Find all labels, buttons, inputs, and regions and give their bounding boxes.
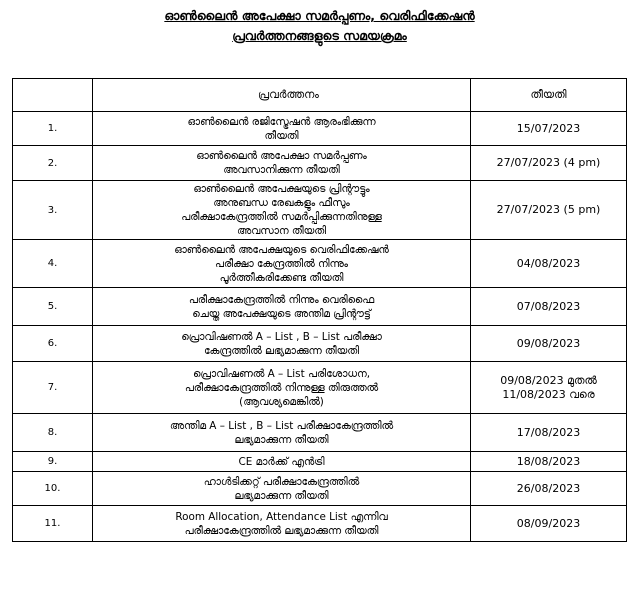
table-header-row — [13, 79, 627, 112]
row-date: 27/07/2023 (4 pm) — [471, 146, 627, 181]
row-number: 3. — [13, 181, 93, 240]
title-line-2: പ്രവർത്തനങ്ങളുടെ സമയക്രമം — [232, 28, 407, 43]
table-row — [13, 414, 627, 452]
row-number: 11. — [13, 506, 93, 542]
schedule-table — [12, 78, 627, 542]
row-item: പരീക്ഷാകേന്ദ്രത്തിൽ നിന്നും വെരിഫൈ ചെയ്ത അപേക്ഷയുടെ അന്തിമ പ്രിന്റൗട്ട് — [93, 288, 471, 326]
header-item: പ്രവർത്തനം — [93, 79, 471, 112]
row-number: 6. — [13, 326, 93, 362]
row-number: 9. — [13, 452, 93, 472]
table-row — [13, 362, 627, 414]
row-date: 18/08/2023 — [471, 452, 627, 472]
row-item: ഓൺലൈൻ രജിസ്ട്രേഷൻ ആരംഭിക്കുന്ന തീയതി — [93, 112, 471, 146]
row-date: 26/08/2023 — [471, 472, 627, 506]
row-item: അന്തിമ A – List , B – List പരീക്ഷാകേന്ദ്രത്തിൽ ലഭ്യമാക്കുന്ന തീയതി — [93, 414, 471, 452]
row-item: Room Allocation, Attendance List എന്നിവ പരീക്ഷാകേന്ദ്രത്തിൽ ലഭ്യമാക്കുന്ന തീയതി — [93, 506, 471, 542]
row-number: 8. — [13, 414, 93, 452]
row-item: ഹാൾടിക്കറ്റ് പരീക്ഷാകേന്ദ്രത്തിൽ ലഭ്യമാക്കുന്ന തീയതി — [93, 472, 471, 506]
row-item: ഓൺലൈൻ അപേക്ഷയുടെ പ്രിന്റൗട്ടും അനുബന്ധ രേഖകളും ഫീസും പരീക്ഷാകേന്ദ്രത്തിൽ സമർപ്പിക്കുന്നതിനുള്ള അവസാന തീയതി — [93, 181, 471, 240]
row-date: 07/08/2023 — [471, 288, 627, 326]
row-item: ഓൺലൈൻ അപേക്ഷയുടെ വെരിഫിക്കേഷൻ പരീക്ഷാ കേന്ദ്രത്തിൽ നിന്നും പൂർത്തീകരിക്കേണ്ട തീയതി — [93, 240, 471, 288]
row-item: പ്രൊവിഷണൽ A – List പരിശോധന, പരീക്ഷാകേന്ദ്രത്തിൽ നിന്നുള്ള തിരുത്തൽ (ആവശ്യമെങ്കിൽ) — [93, 362, 471, 414]
row-number: 2. — [13, 146, 93, 181]
header-num — [13, 79, 93, 112]
row-number: 5. — [13, 288, 93, 326]
row-number: 1. — [13, 112, 93, 146]
row-date: 27/07/2023 (5 pm) — [471, 181, 627, 240]
table-row — [13, 181, 627, 240]
table-row — [13, 452, 627, 472]
table-row — [13, 326, 627, 362]
row-date: 08/09/2023 — [471, 506, 627, 542]
row-date: 04/08/2023 — [471, 240, 627, 288]
row-number: 10. — [13, 472, 93, 506]
table-row — [13, 112, 627, 146]
header-date: തീയതി — [471, 79, 627, 112]
row-item: പ്രൊവിഷണൽ A – List , B – List പരീക്ഷാ കേന്ദ്രത്തിൽ ലഭ്യമാക്കുന്ന തീയതി — [93, 326, 471, 362]
row-date: 09/08/2023 — [471, 326, 627, 362]
title-line-1: ഓൺലൈൻ അപേക്ഷാ സമർപ്പണം, വെരിഫിക്കേഷൻ — [164, 8, 475, 23]
row-date: 09/08/2023 മുതൽ 11/08/2023 വരെ — [471, 362, 627, 414]
row-date: 17/08/2023 — [471, 414, 627, 452]
table-row — [13, 472, 627, 506]
row-item: ഓൺലൈൻ അപേക്ഷാ സമർപ്പണം അവസാനിക്കുന്ന തീയതി — [93, 146, 471, 181]
row-number: 7. — [13, 362, 93, 414]
table-row — [13, 146, 627, 181]
document-title — [0, 6, 639, 46]
table-row — [13, 288, 627, 326]
table-row — [13, 240, 627, 288]
table-body — [13, 112, 627, 542]
row-number: 4. — [13, 240, 93, 288]
table-row — [13, 506, 627, 542]
row-date: 15/07/2023 — [471, 112, 627, 146]
row-item: CE മാർക്ക് എൻട്രി — [93, 452, 471, 472]
